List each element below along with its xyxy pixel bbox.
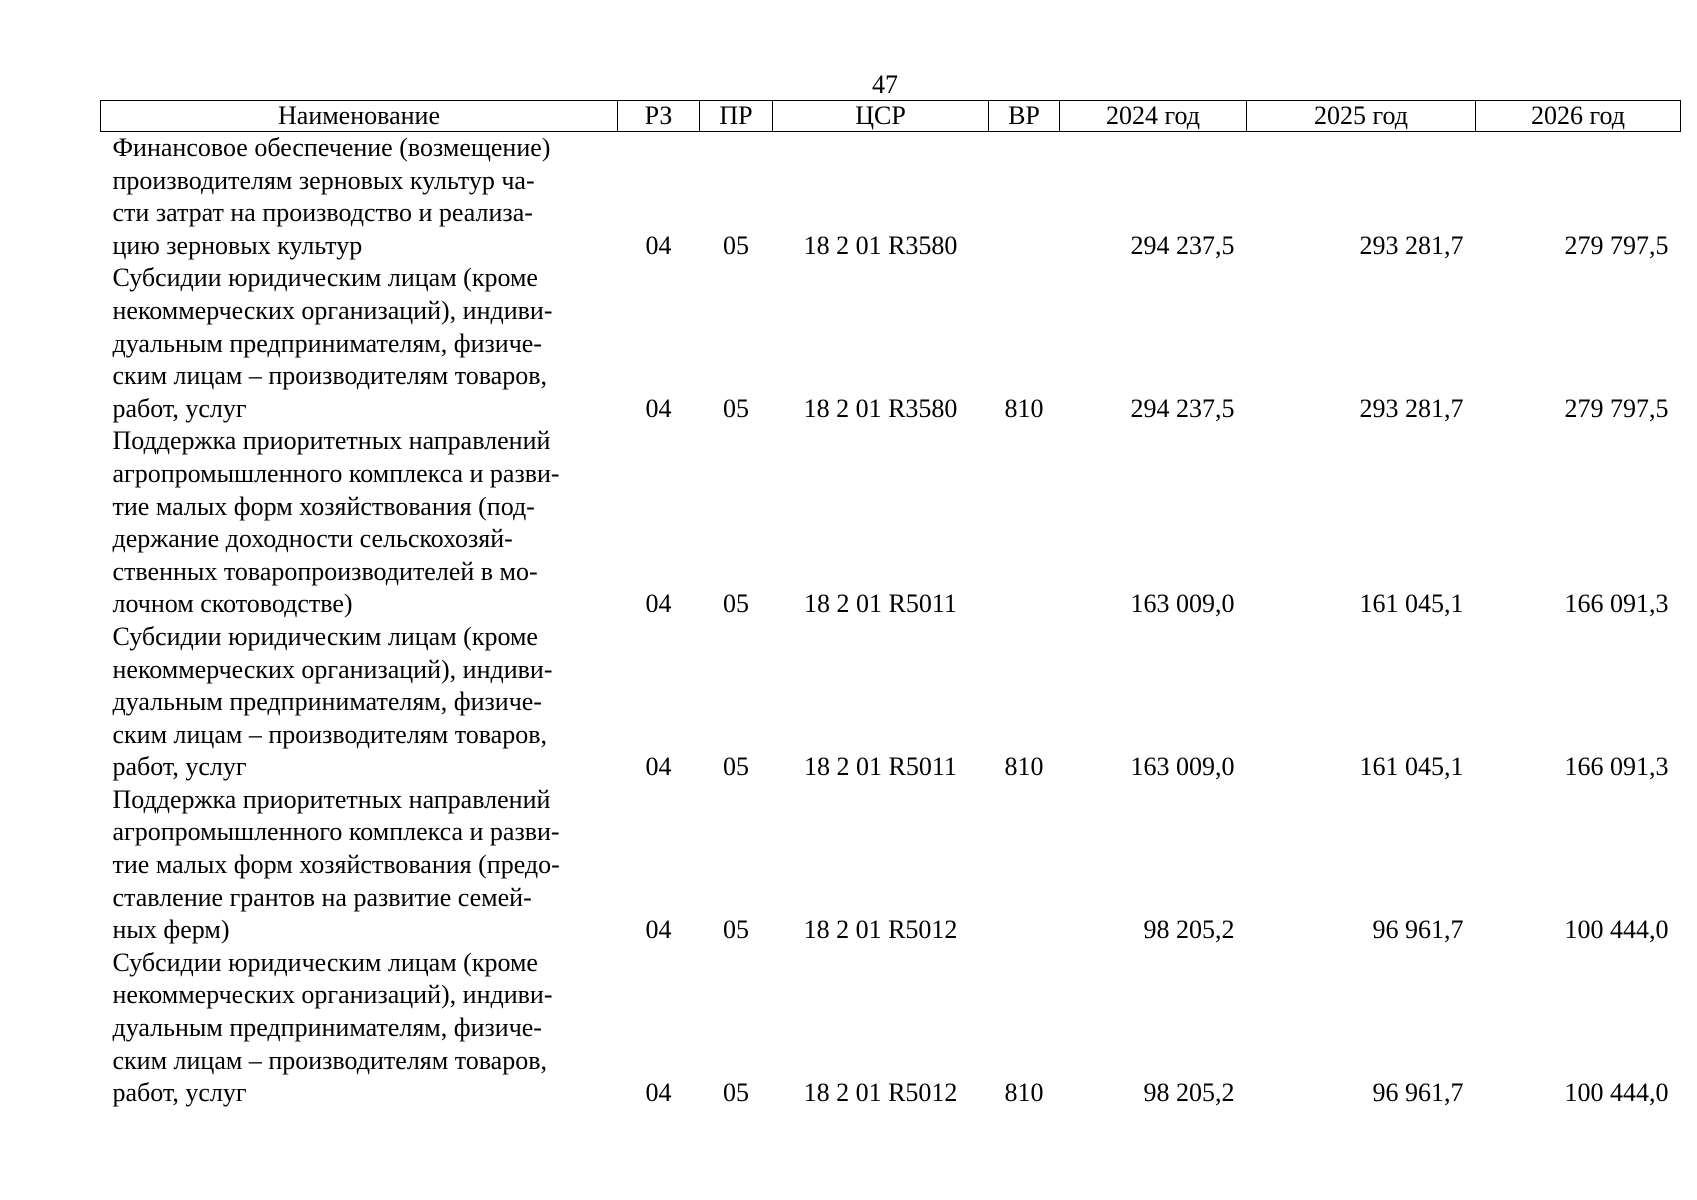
row-name-line: работ, услуг <box>112 1078 247 1108</box>
row-name-line: производителям зерновых культур ча- <box>112 165 535 195</box>
row-name-line: ственных товаропроизводителей в мо- <box>112 556 538 586</box>
page-number: 47 <box>872 70 898 99</box>
row-2025: 96 961,7 <box>1372 1078 1464 1108</box>
row-vr <box>989 132 1060 263</box>
row-2024: 294 237,5 <box>1130 230 1235 260</box>
row-rz: 04 <box>645 589 672 619</box>
row-name-line: тие малых форм хозяйствования (предо- <box>112 850 560 880</box>
header-2026: 2026 год <box>1476 101 1681 132</box>
header-vr: ВР <box>989 101 1060 132</box>
row-vr <box>989 784 1060 947</box>
row-pr: 05 <box>723 752 749 782</box>
row-csr: 18 2 01 R3580 <box>803 393 958 423</box>
row-2026: 279 797,5 <box>1564 230 1669 260</box>
row-vr: 810 <box>1004 393 1044 423</box>
row-2025: 96 961,7 <box>1372 915 1464 945</box>
row-2024: 163 009,0 <box>1130 589 1235 619</box>
row-name-line: Финансовое обеспечение (возмещение) <box>112 133 551 162</box>
row-name-line: некоммерческих организаций), индиви- <box>112 980 553 1010</box>
row-name-line: ставление грантов на развитие семей- <box>112 882 532 912</box>
row-2025: 161 045,1 <box>1359 752 1464 782</box>
row-vr: 810 <box>1004 752 1044 782</box>
row-2024: 294 237,5 <box>1130 393 1235 423</box>
budget-table <box>100 100 1681 1110</box>
row-rz: 04 <box>645 915 672 945</box>
row-name-line: Поддержка приоритетных направлений <box>112 426 551 456</box>
row-2026: 166 091,3 <box>1564 752 1669 782</box>
header-rz: РЗ <box>618 101 700 132</box>
row-name-line: ским лицам – производителям товаров, <box>112 1045 547 1075</box>
row-2025: 293 281,7 <box>1359 230 1464 260</box>
row-name-line: работ, услуг <box>112 393 247 423</box>
table-row <box>101 425 1681 621</box>
row-name-line: Субсидии юридическим лицам (кроме <box>112 621 538 651</box>
row-name-line: цию зерновых культур <box>112 230 363 260</box>
row-2026: 100 444,0 <box>1564 915 1669 945</box>
row-name-line: держание доходности сельскохозяй- <box>112 524 513 554</box>
row-vr: 810 <box>1004 1078 1044 1108</box>
table-row <box>101 262 1681 425</box>
row-2025: 161 045,1 <box>1359 589 1464 619</box>
table-header <box>101 101 1681 132</box>
row-csr: 18 2 01 R5011 <box>804 752 957 782</box>
row-name-line: сти затрат на производство и реализа- <box>112 198 533 228</box>
header-name: Наименование <box>101 101 618 132</box>
row-name <box>101 784 618 947</box>
table-row <box>101 621 1681 784</box>
row-2024: 98 205,2 <box>1143 1078 1235 1108</box>
row-2026: 100 444,0 <box>1564 1078 1669 1108</box>
row-name-line: дуальным предпринимателям, физиче- <box>112 328 542 358</box>
header-csr: ЦСР <box>773 101 989 132</box>
row-name <box>101 947 618 1110</box>
row-rz: 04 <box>645 752 672 782</box>
row-name-line: агропромышленного комплекса и разви- <box>112 817 560 847</box>
row-2026: 279 797,5 <box>1564 393 1669 423</box>
row-csr: 18 2 01 R5012 <box>803 915 958 945</box>
row-csr: 18 2 01 R5011 <box>804 589 957 619</box>
row-name-line: тие малых форм хозяйствования (под- <box>112 491 535 521</box>
row-csr: 18 2 01 R5012 <box>803 1078 958 1108</box>
row-name-line: дуальным предпринимателям, физиче- <box>112 687 542 717</box>
row-name-line: лочном скотоводстве) <box>112 589 353 619</box>
row-name-line: дуальным предпринимателям, физиче- <box>112 1013 542 1043</box>
row-name-line: Субсидии юридическим лицам (кроме <box>112 947 538 977</box>
row-name-line: некоммерческих организаций), индиви- <box>112 654 553 684</box>
row-name-line: ским лицам – производителям товаров, <box>112 719 547 749</box>
row-name-line: агропромышленного комплекса и разви- <box>112 458 560 488</box>
row-pr: 05 <box>723 589 749 619</box>
row-pr: 05 <box>723 1078 749 1108</box>
row-name <box>101 425 618 621</box>
row-name-line: ных ферм) <box>112 915 230 945</box>
row-name-line: ским лицам – производителям товаров, <box>112 361 547 391</box>
table-row <box>101 132 1681 263</box>
row-2024: 163 009,0 <box>1130 752 1235 782</box>
row-rz: 04 <box>645 1078 672 1108</box>
row-name-line: некоммерческих организаций), индиви- <box>112 295 553 325</box>
header-pr: ПР <box>700 101 773 132</box>
table-body <box>101 132 1681 1110</box>
row-vr <box>989 425 1060 621</box>
row-rz: 04 <box>645 230 672 260</box>
row-name-line: Поддержка приоритетных направлений <box>112 784 551 814</box>
row-rz: 04 <box>645 393 672 423</box>
table-row <box>101 947 1681 1110</box>
row-pr: 05 <box>723 230 749 260</box>
row-name-line: Субсидии юридическим лицам (кроме <box>112 263 538 293</box>
row-csr: 18 2 01 R3580 <box>803 230 958 260</box>
table-row <box>101 784 1681 947</box>
row-2026: 166 091,3 <box>1564 589 1669 619</box>
row-name <box>101 132 618 263</box>
row-pr: 05 <box>723 393 749 423</box>
row-name <box>101 621 618 784</box>
row-name-line: работ, услуг <box>112 752 247 782</box>
header-row <box>101 101 1681 132</box>
header-2024: 2024 год <box>1060 101 1247 132</box>
row-2025: 293 281,7 <box>1359 393 1464 423</box>
row-pr: 05 <box>723 915 749 945</box>
row-2024: 98 205,2 <box>1143 915 1235 945</box>
row-name <box>101 262 618 425</box>
header-2025: 2025 год <box>1247 101 1476 132</box>
